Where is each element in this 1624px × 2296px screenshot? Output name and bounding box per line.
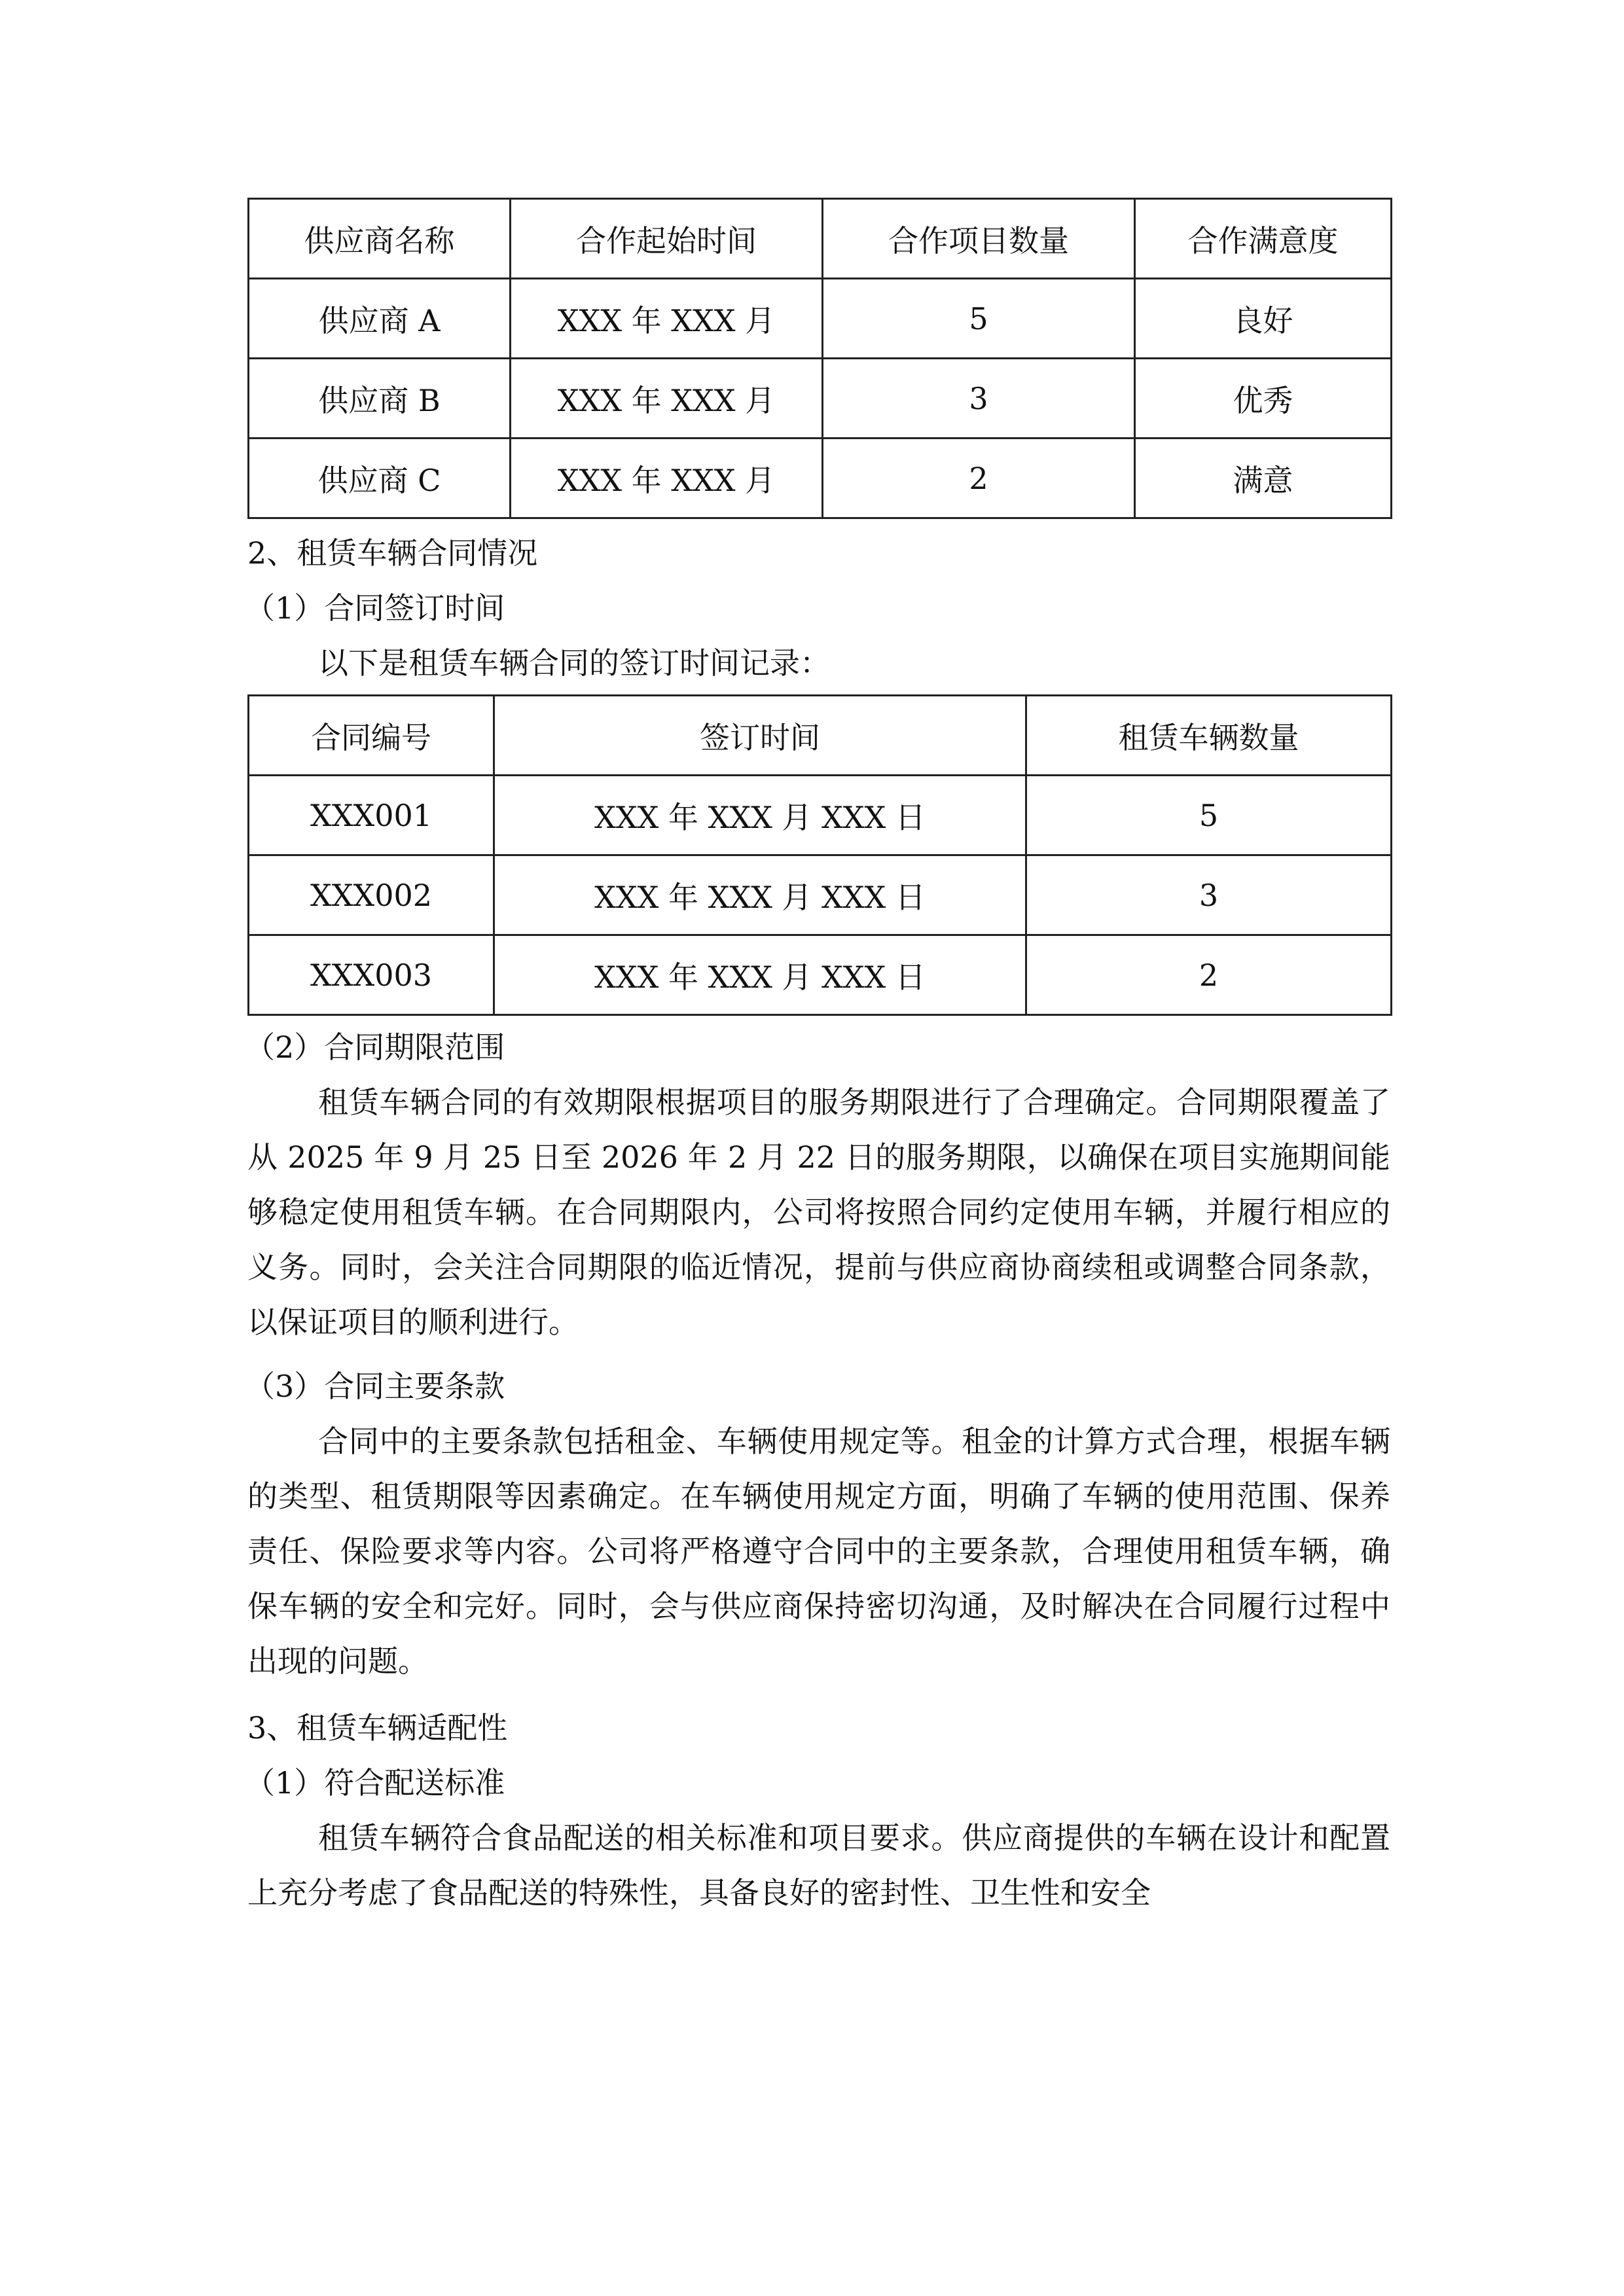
table-cell: XXX 年 XXX 月 XXX 日 (494, 855, 1026, 935)
table-row (249, 439, 1392, 518)
table-cell: 2 (1026, 935, 1392, 1015)
contract-table (247, 694, 1392, 1016)
table-cell: XXX002 (249, 855, 494, 935)
table-cell: XXX 年 XXX 月 (511, 359, 823, 439)
document-page (247, 198, 1390, 1920)
table-cell: 优秀 (1135, 359, 1392, 439)
table-cell: 5 (823, 279, 1135, 359)
table-cell: XXX001 (249, 776, 494, 855)
table-cell: 供应商 C (249, 439, 511, 518)
table-cell: XXX 年 XXX 月 XXX 日 (494, 776, 1026, 855)
supplier-table (247, 198, 1392, 519)
header-cell: 合同编号 (249, 696, 494, 776)
table-header-row (249, 199, 1392, 279)
section-heading: 2、租赁车辆合同情况 (247, 535, 538, 571)
paragraph: 租赁车辆符合食品配送的相关标准和项目要求。供应商提供的车辆在设计和配置上充分考虑了食品配送的特殊性，具备良好的密封性、卫生性和安全 (247, 1820, 1390, 1910)
header-cell: 供应商名称 (249, 199, 511, 279)
table-cell: XXX003 (249, 935, 494, 1015)
table-row (249, 359, 1392, 439)
section-heading: 3、租赁车辆适配性 (247, 1710, 508, 1746)
subsection-heading: （2）合同期限范围 (245, 1030, 505, 1065)
paragraph: 租赁车辆合同的有效期限根据项目的服务期限进行了合理确定。合同期限覆盖了从 2025 年 9 月 25 日至 2026 年 2 月 22 日的服务期限，以确保在项目实施期间能够稳定使用租赁车辆。在合同期限内，公司将按照合同约定使用车辆，并履行相应的义务。同时，会关注合同期限的临近情况，提前与供应商协商续租或调整合同条款，以保证项目的顺利进行。 (247, 1085, 1390, 1340)
table-cell: 3 (823, 359, 1135, 439)
table-row (249, 279, 1392, 359)
subsection-heading: （1）合同签订时间 (245, 590, 505, 626)
header-cell: 合作起始时间 (511, 199, 823, 279)
table-cell: 良好 (1135, 279, 1392, 359)
paragraph: 合同中的主要条款包括租金、车辆使用规定等。租金的计算方式合理，根据车辆的类型、租赁期限等因素确定。在车辆使用规定方面，明确了车辆的使用范围、保养责任、保险要求等内容。公司将严格遵守合同中的主要条款，合理使用租赁车辆，确保车辆的安全和完好。同时，会与供应商保持密切沟通，及时解决在合同履行过程中出现的问题。 (247, 1424, 1390, 1679)
table-row (249, 855, 1392, 935)
subsection-heading: （1）符合配送标准 (245, 1765, 505, 1801)
paragraph: 以下是租赁车辆合同的签订时间记录： (318, 645, 830, 681)
subsection-heading: （3）合同主要条款 (245, 1369, 505, 1404)
table-cell: XXX 年 XXX 月 (511, 439, 823, 518)
table-cell: 满意 (1135, 439, 1392, 518)
table-header-row (249, 696, 1392, 776)
header-cell: 租赁车辆数量 (1026, 696, 1392, 776)
header-cell: 签订时间 (494, 696, 1026, 776)
table-cell: 2 (823, 439, 1135, 518)
table-cell: XXX 年 XXX 月 (511, 279, 823, 359)
table-cell: 3 (1026, 855, 1392, 935)
table-cell: 供应商 B (249, 359, 511, 439)
table-cell: XXX 年 XXX 月 XXX 日 (494, 935, 1026, 1015)
header-cell: 合作满意度 (1135, 199, 1392, 279)
table-cell: 5 (1026, 776, 1392, 855)
table-row (249, 935, 1392, 1015)
table-cell: 供应商 A (249, 279, 511, 359)
header-cell: 合作项目数量 (823, 199, 1135, 279)
table-row (249, 776, 1392, 855)
